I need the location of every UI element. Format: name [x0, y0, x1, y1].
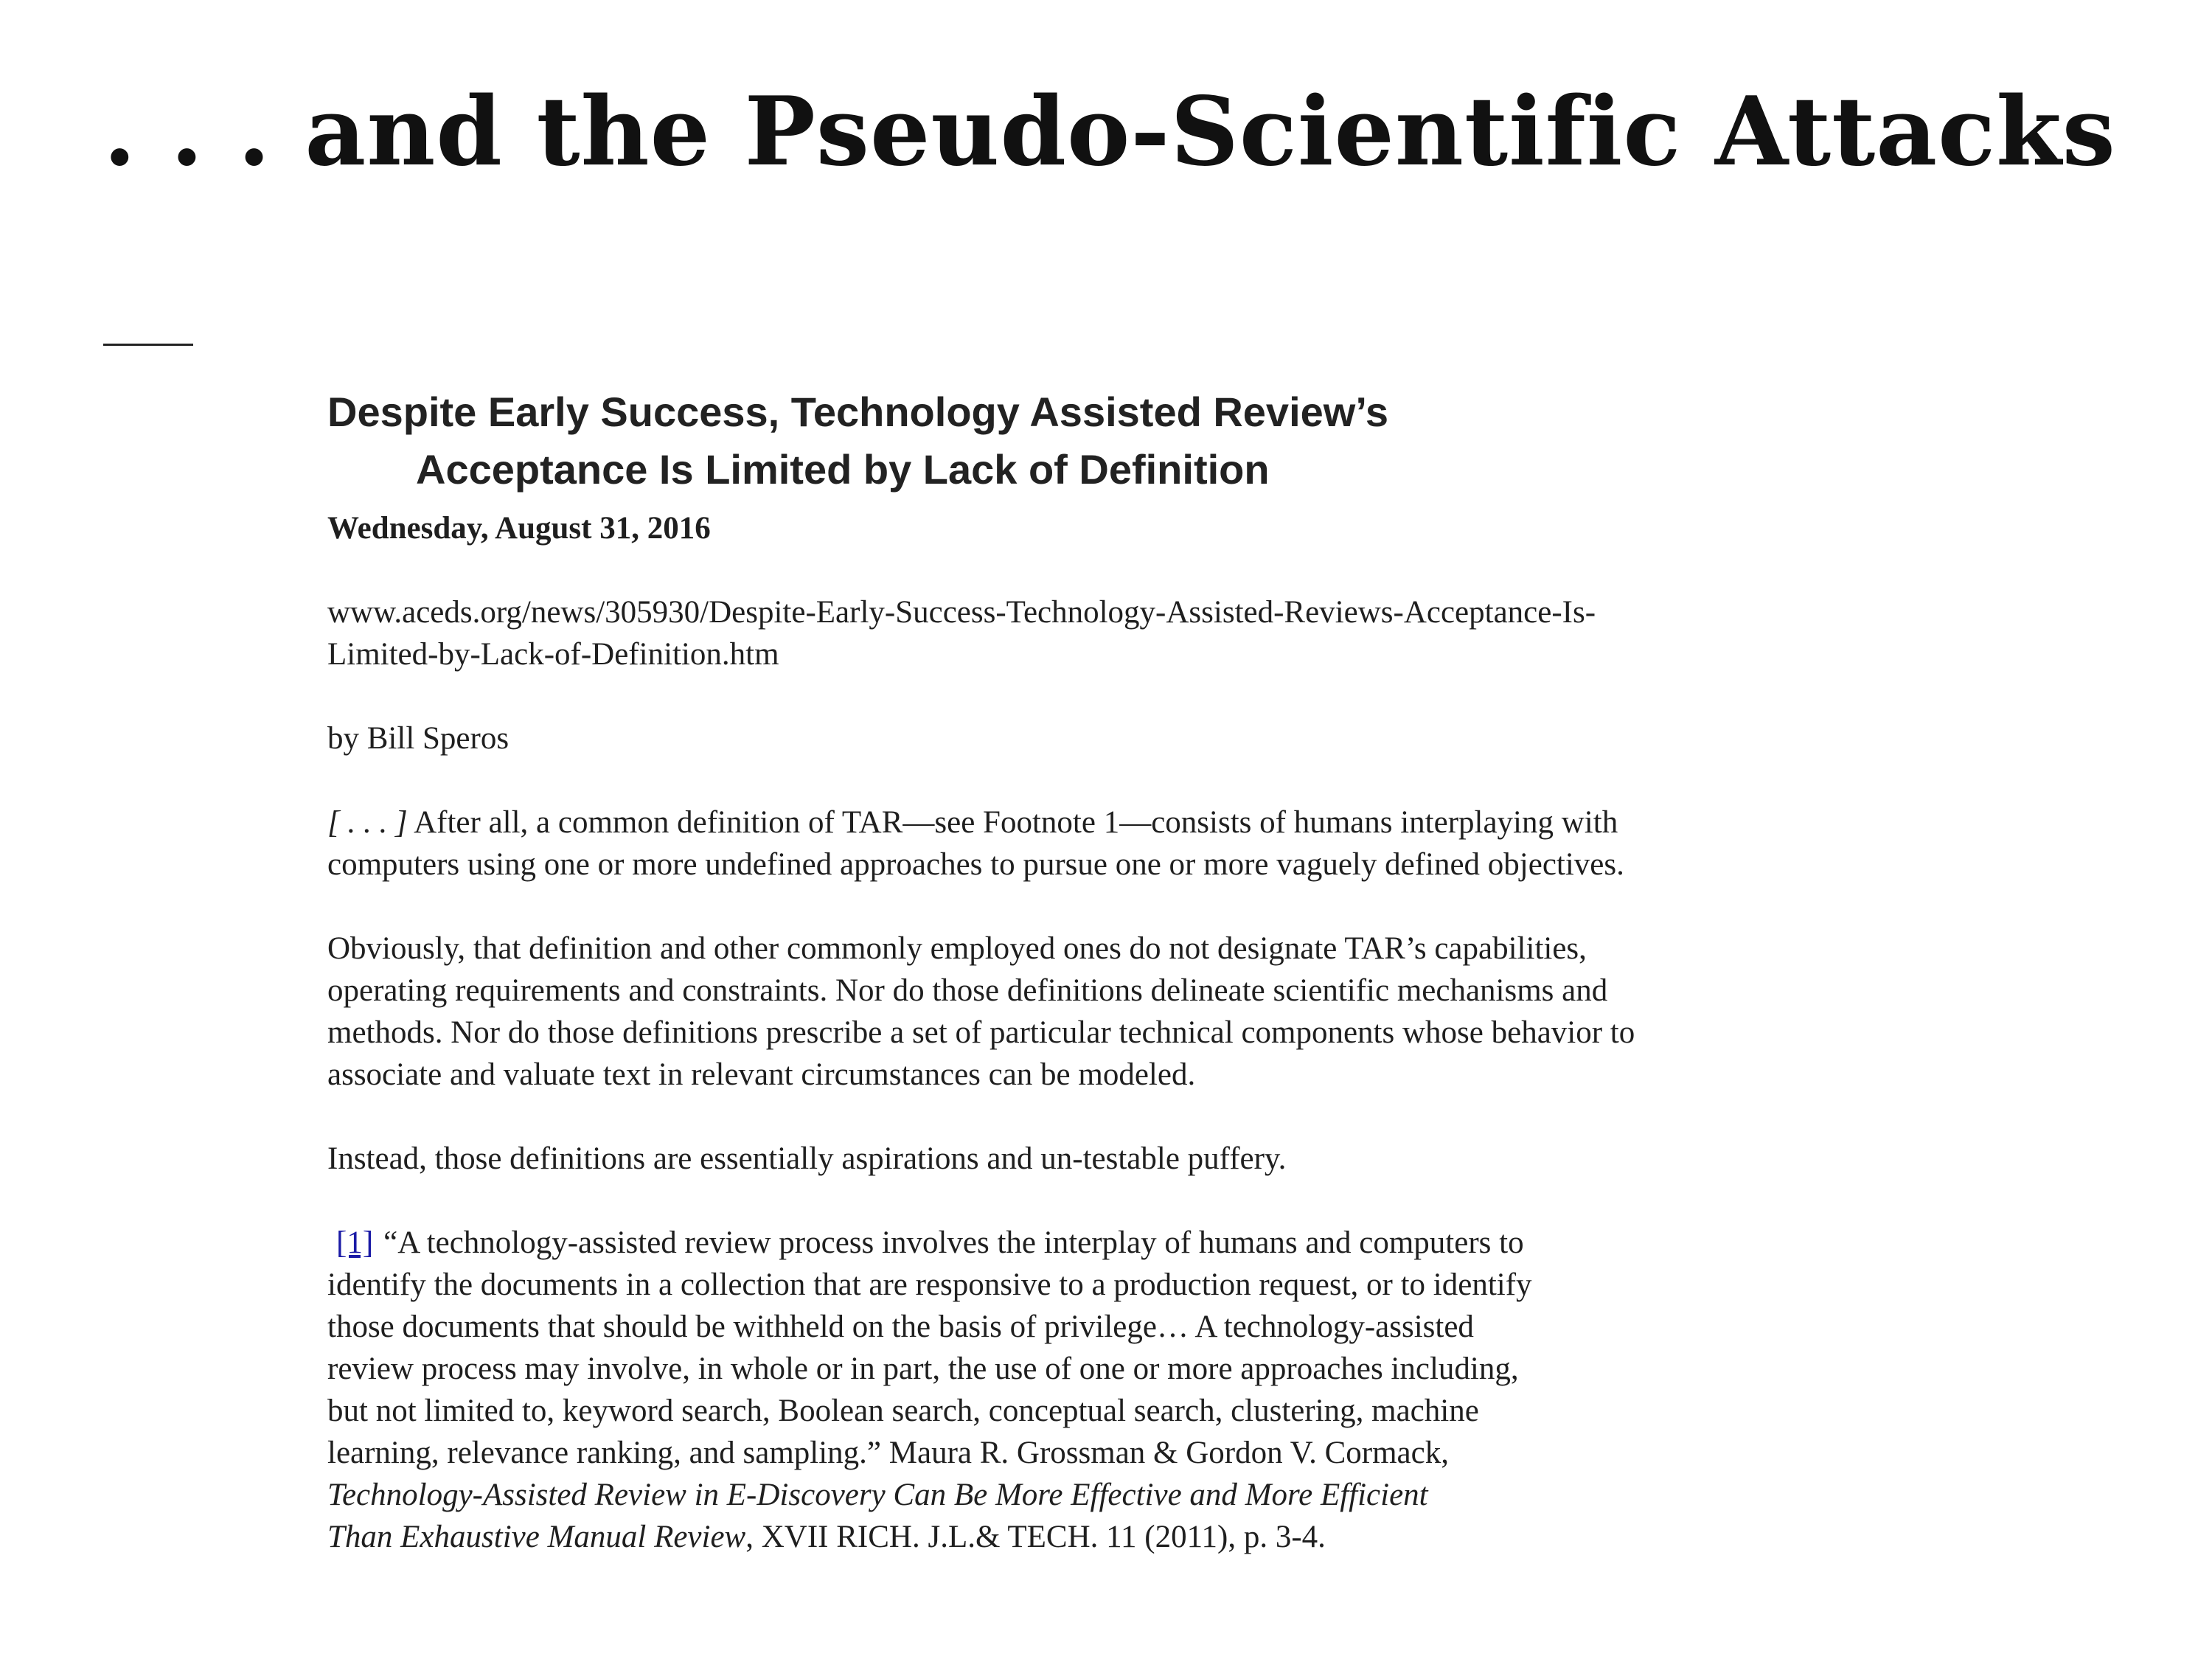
ellipsis-marker: [ . . . ]: [327, 805, 408, 840]
article-headline: [327, 383, 1861, 498]
article-byline: by Bill Speros: [327, 721, 509, 756]
paragraph-1: [327, 801, 1861, 886]
footnote: [327, 1222, 1714, 1558]
footnote-line-1: “A technology-assisted review process involves the interplay of humans and computers to: [383, 1225, 1524, 1260]
footnote-line-6: learning, relevance ranking, and sampling.” Maura R. Grossman & Gordon V. Cormack,: [327, 1436, 1449, 1470]
title-divider: [103, 344, 193, 346]
footnote-line-2: identify the documents in a collection that are responsive to a production request, or to identify: [327, 1267, 1532, 1302]
paragraph-1-line-1: After all, a common definition of TAR—see Footnote 1—consists of humans interplaying with: [407, 805, 1618, 840]
paragraph-2-line-4: associate and valuate text in relevant circumstances can be modeled.: [327, 1057, 1196, 1092]
paragraph-1-line-2: computers using one or more undefined approaches to pursue one or more vaguely defined objectives.: [327, 847, 1624, 882]
footnote-line-4: review process may involve, in whole or in part, the use of one or more approaches including,: [327, 1352, 1519, 1386]
paragraph-2-line-2: operating requirements and constraints. Nor do those definitions delineate scientific mechanisms and: [327, 973, 1608, 1008]
paragraph-3: Instead, those definitions are essentially aspirations and un-testable puffery.: [327, 1141, 1287, 1176]
paragraph-2-line-3: methods. Nor do those definitions prescribe a set of particular technical components whose behavior to: [327, 1015, 1635, 1050]
footnote-citation-rest: , XVII RICH. J.L.& TECH. 11 (2011), p. 3-4.: [745, 1520, 1326, 1554]
headline-line-2: Acceptance Is Limited by Lack of Definition: [416, 446, 1270, 493]
article-excerpt: [327, 383, 1861, 1558]
footnote-line-3: those documents that should be withheld on the basis of privilege… A technology-assisted: [327, 1310, 1474, 1344]
article-url: [327, 591, 1861, 675]
slide-title: . . . and the Pseudo-Scientific Attacks: [103, 77, 2116, 187]
footnote-ref-link[interactable]: [1]: [336, 1225, 374, 1260]
footnote-line-7: Technology-Assisted Review in E-Discovery Can Be More Effective and More Efficient: [327, 1478, 1428, 1512]
headline-line-1: Despite Early Success, Technology Assisted Review’s: [327, 389, 1388, 435]
paragraph-2-line-1: Obviously, that definition and other commonly employed ones do not designate TAR’s capabilities,: [327, 931, 1587, 966]
url-line-1: www.aceds.org/news/305930/Despite-Early-Success-Technology-Assisted-Reviews-Acceptance-Is-: [327, 595, 1596, 630]
url-line-2: Limited-by-Lack-of-Definition.htm: [327, 637, 779, 672]
footnote-line-5: but not limited to, keyword search, Boolean search, conceptual search, clustering, machine: [327, 1394, 1479, 1428]
paragraph-2: [327, 928, 1861, 1096]
footnote-citation-title: Than Exhaustive Manual Review: [327, 1520, 746, 1554]
article-date: Wednesday, August 31, 2016: [327, 511, 711, 546]
